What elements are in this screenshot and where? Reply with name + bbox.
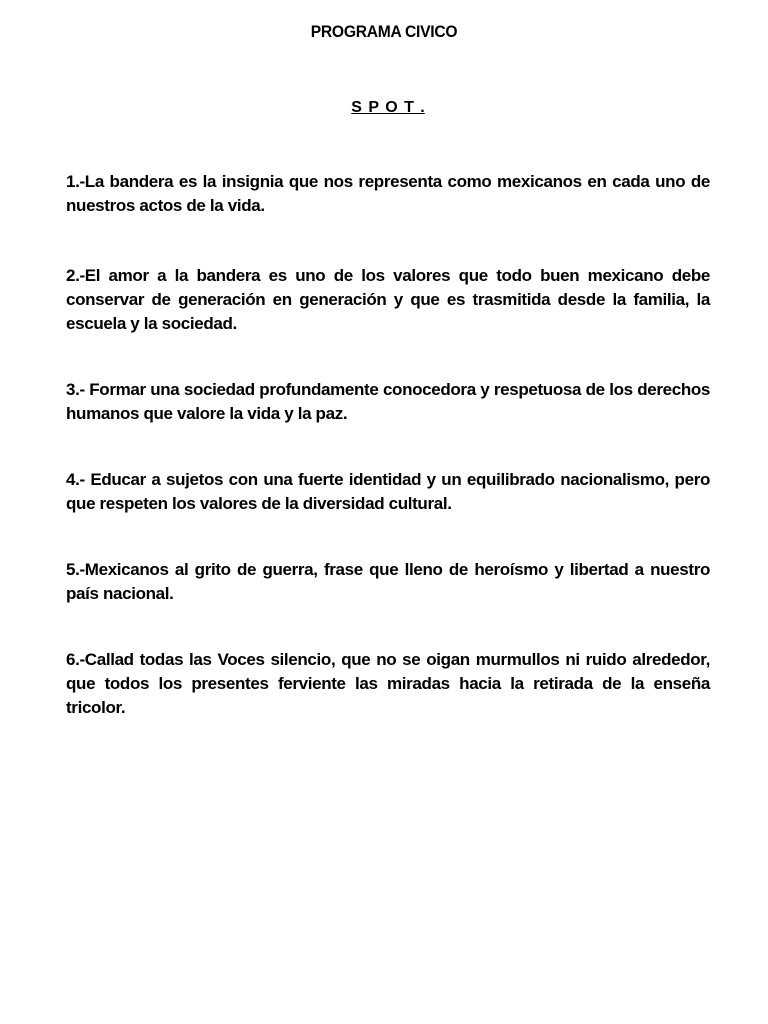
section-heading: S P O T . [351, 99, 425, 116]
list-item: 1.-La bandera es la insignia que nos representa como mexicanos en cada uno de nuestros actos de la vida. [66, 172, 710, 215]
list-item: 5.-Mexicanos al grito de guerra, frase que lleno de heroísmo y libertad a nuestro país nacional. [66, 560, 710, 603]
list-item: 2.-El amor a la bandera es uno de los valores que todo buen mexicano debe conservar de generación en generación y que es trasmitida desde la familia, la escuela y la sociedad. [66, 266, 710, 333]
page-title: PROGRAMA CIVICO [310, 22, 458, 41]
list-item: 4.- Educar a sujetos con una fuerte identidad y un equilibrado nacionalismo, pero que respeten los valores de la diversidad cultural. [66, 470, 710, 513]
list-item: 6.-Callad todas las Voces silencio, que no se oigan murmullos ni ruido alrededor, que todos los presentes ferviente las miradas hacia la retirada de la enseña tricolor. [66, 650, 710, 717]
list-item: 3.- Formar una sociedad profundamente conocedora y respetuosa de los derechos humanos que valore la vida y la paz. [66, 380, 710, 423]
spot-list [66, 170, 710, 720]
